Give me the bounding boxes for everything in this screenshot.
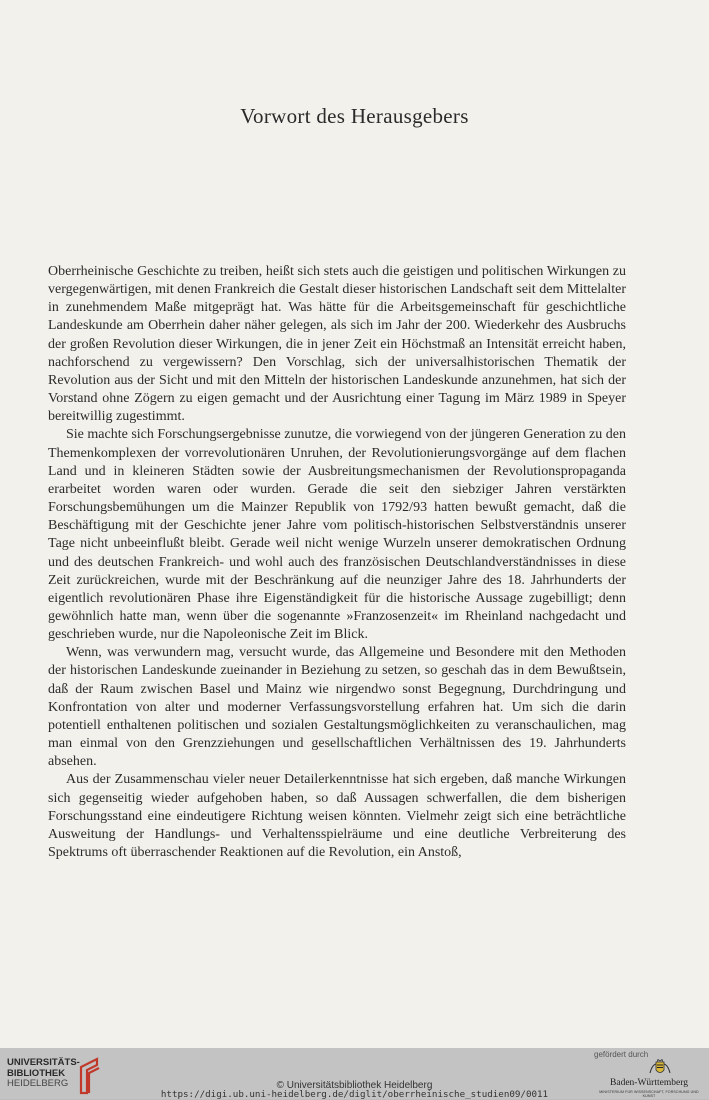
paragraph-4: Aus der Zusammenschau vieler neuer Detailerkenntnisse hat sich ergeben, daß manche Wirkungen sich gegenseitig wieder aufgehoben haben, so daß Aussagen schwerfallen, die dem bisherigen Forschungsstand eine eindeutigere Richtung weisen könnten. Vielmehr zeigt sich eine beträchtliche Ausweitung der Handlungs- und Verhaltensspielräume und eine deutliche Verbreiterung des Spektrums oft überraschender Reaktionen auf die Revolution, ein Anstoß, (48, 772, 626, 860)
sponsor-name: Baden-Württemberg (610, 1078, 688, 1088)
source-url-link[interactable]: https://digi.ub.uni-heidelberg.de/diglit/oberrheinische_studien09/0011 (160, 1089, 549, 1100)
coat-of-arms-icon (648, 1059, 672, 1077)
sponsor-subline: MINISTERIUM FÜR WISSENSCHAFT, FORSCHUNG UND KUNST (599, 1090, 699, 1098)
sponsor-label: gefördert durch (594, 1050, 649, 1059)
paragraph-2: Sie machte sich Forschungsergebnisse zunutze, die vorwiegend von der jüngeren Generation zu den Themenkomplexen der vorrevolutionären Unruhen, der Revolutionierungsvorgänge auf dem flachen Land und in kleineren Städten sowie der Ausbreitungsmechanismen der Revolutionspropaganda erarbeitet worden waren oder wurden. Gerade die seit den siebziger Jahren verstärkten Forschungsbemühungen um die Mainzer Republik von 1792/93 hatten bewußt gemacht, daß die Beschäftigung mit der Geschichte jener Jahre vom politisch-historischen Selbstverständnis unserer Tage nicht unbeeinflußt bleibt. Gerade weil nicht wenige Wurzeln unserer demokratischen Ordnung und des deutschen Frankreich- und wohl auch des französischen Deutschlandverständnisses in diese Zeit zurückreichen, wurde mit der Beschränkung auf die neunziger Jahre des 18. Jahrhunderts der eigentlich revolutionären Phase ihre Eigenständigkeit für die historische Aussage zugebilligt; denn gewöhnlich hatte man, wenn über die sogenannte »Franzosenzeit« im Rheinland nachgedacht und geschrieben wurde, nur die Napoleonische Zeit im Blick. (48, 427, 626, 643)
library-name-line2: BIBLIOTHEK (7, 1067, 66, 1079)
page-title: Vorwort des Herausgebers (240, 104, 469, 128)
body-text (48, 263, 626, 862)
paragraph-3: Wenn, was verwundern mag, versucht wurde, das Allgemeine und Besondere mit den Methoden der historischen Landeskunde zueinander in Beziehung zu setzen, so geschah das in dem Bewußtsein, daß der Raum zwischen Basel und Mainz wie nirgendwo sonst Begegnung, Durchdringung und Konfrontation von alter und moderner Verfassungsvorstellung erfahren hat. Um sich die darin potentiell enthaltenen politischen und sozialen Gestaltungsmöglichkeiten zu veranschaulichen, mag man einmal von den Grenzziehungen und gesellschaftlichen Verhältnissen des 19. Jahrhunderts absehen. (48, 645, 626, 770)
library-name-line3: HEIDELBERG (7, 1078, 69, 1089)
sponsor-block[interactable] (594, 1050, 704, 1098)
library-name-line1: UNIVERSITÄTS- (7, 1057, 80, 1068)
paragraph-1: Oberrheinische Geschichte zu treiben, heißt sich stets auch die geistigen und politischen Wirkungen zu vergegenwärtigen, mit denen Frankreich die Gestalt dieser historischen Landschaft seit dem Mittelalter in zunehmendem Maße mitgeprägt hat. Was hätte für die Arbeitsgemeinschaft für geschichtliche Landeskunde am Oberrhein daher näher gelegen, als sich im Jahr der 200. Wiederkehr des Ausbruchs der großen Revolution dieser Wirkungen, die in jener Zeit ein Höchstmaß an Intensität erreicht haben, nachforschend zu vergewissern? Den Vorschlag, sich der universalhistorischen Thematik der Revolution aus der Sicht und mit den Mitteln der historischen Landeskunde anzunehmen, hat sich der Vorstand ohne Zögern zu eigen gemacht und der Ausrichtung einer Tagung im März 1989 in Speyer bereitwillig zugestimmt. (48, 264, 626, 425)
copyright-notice: © Universitätsbibliothek Heidelberg (276, 1080, 433, 1091)
